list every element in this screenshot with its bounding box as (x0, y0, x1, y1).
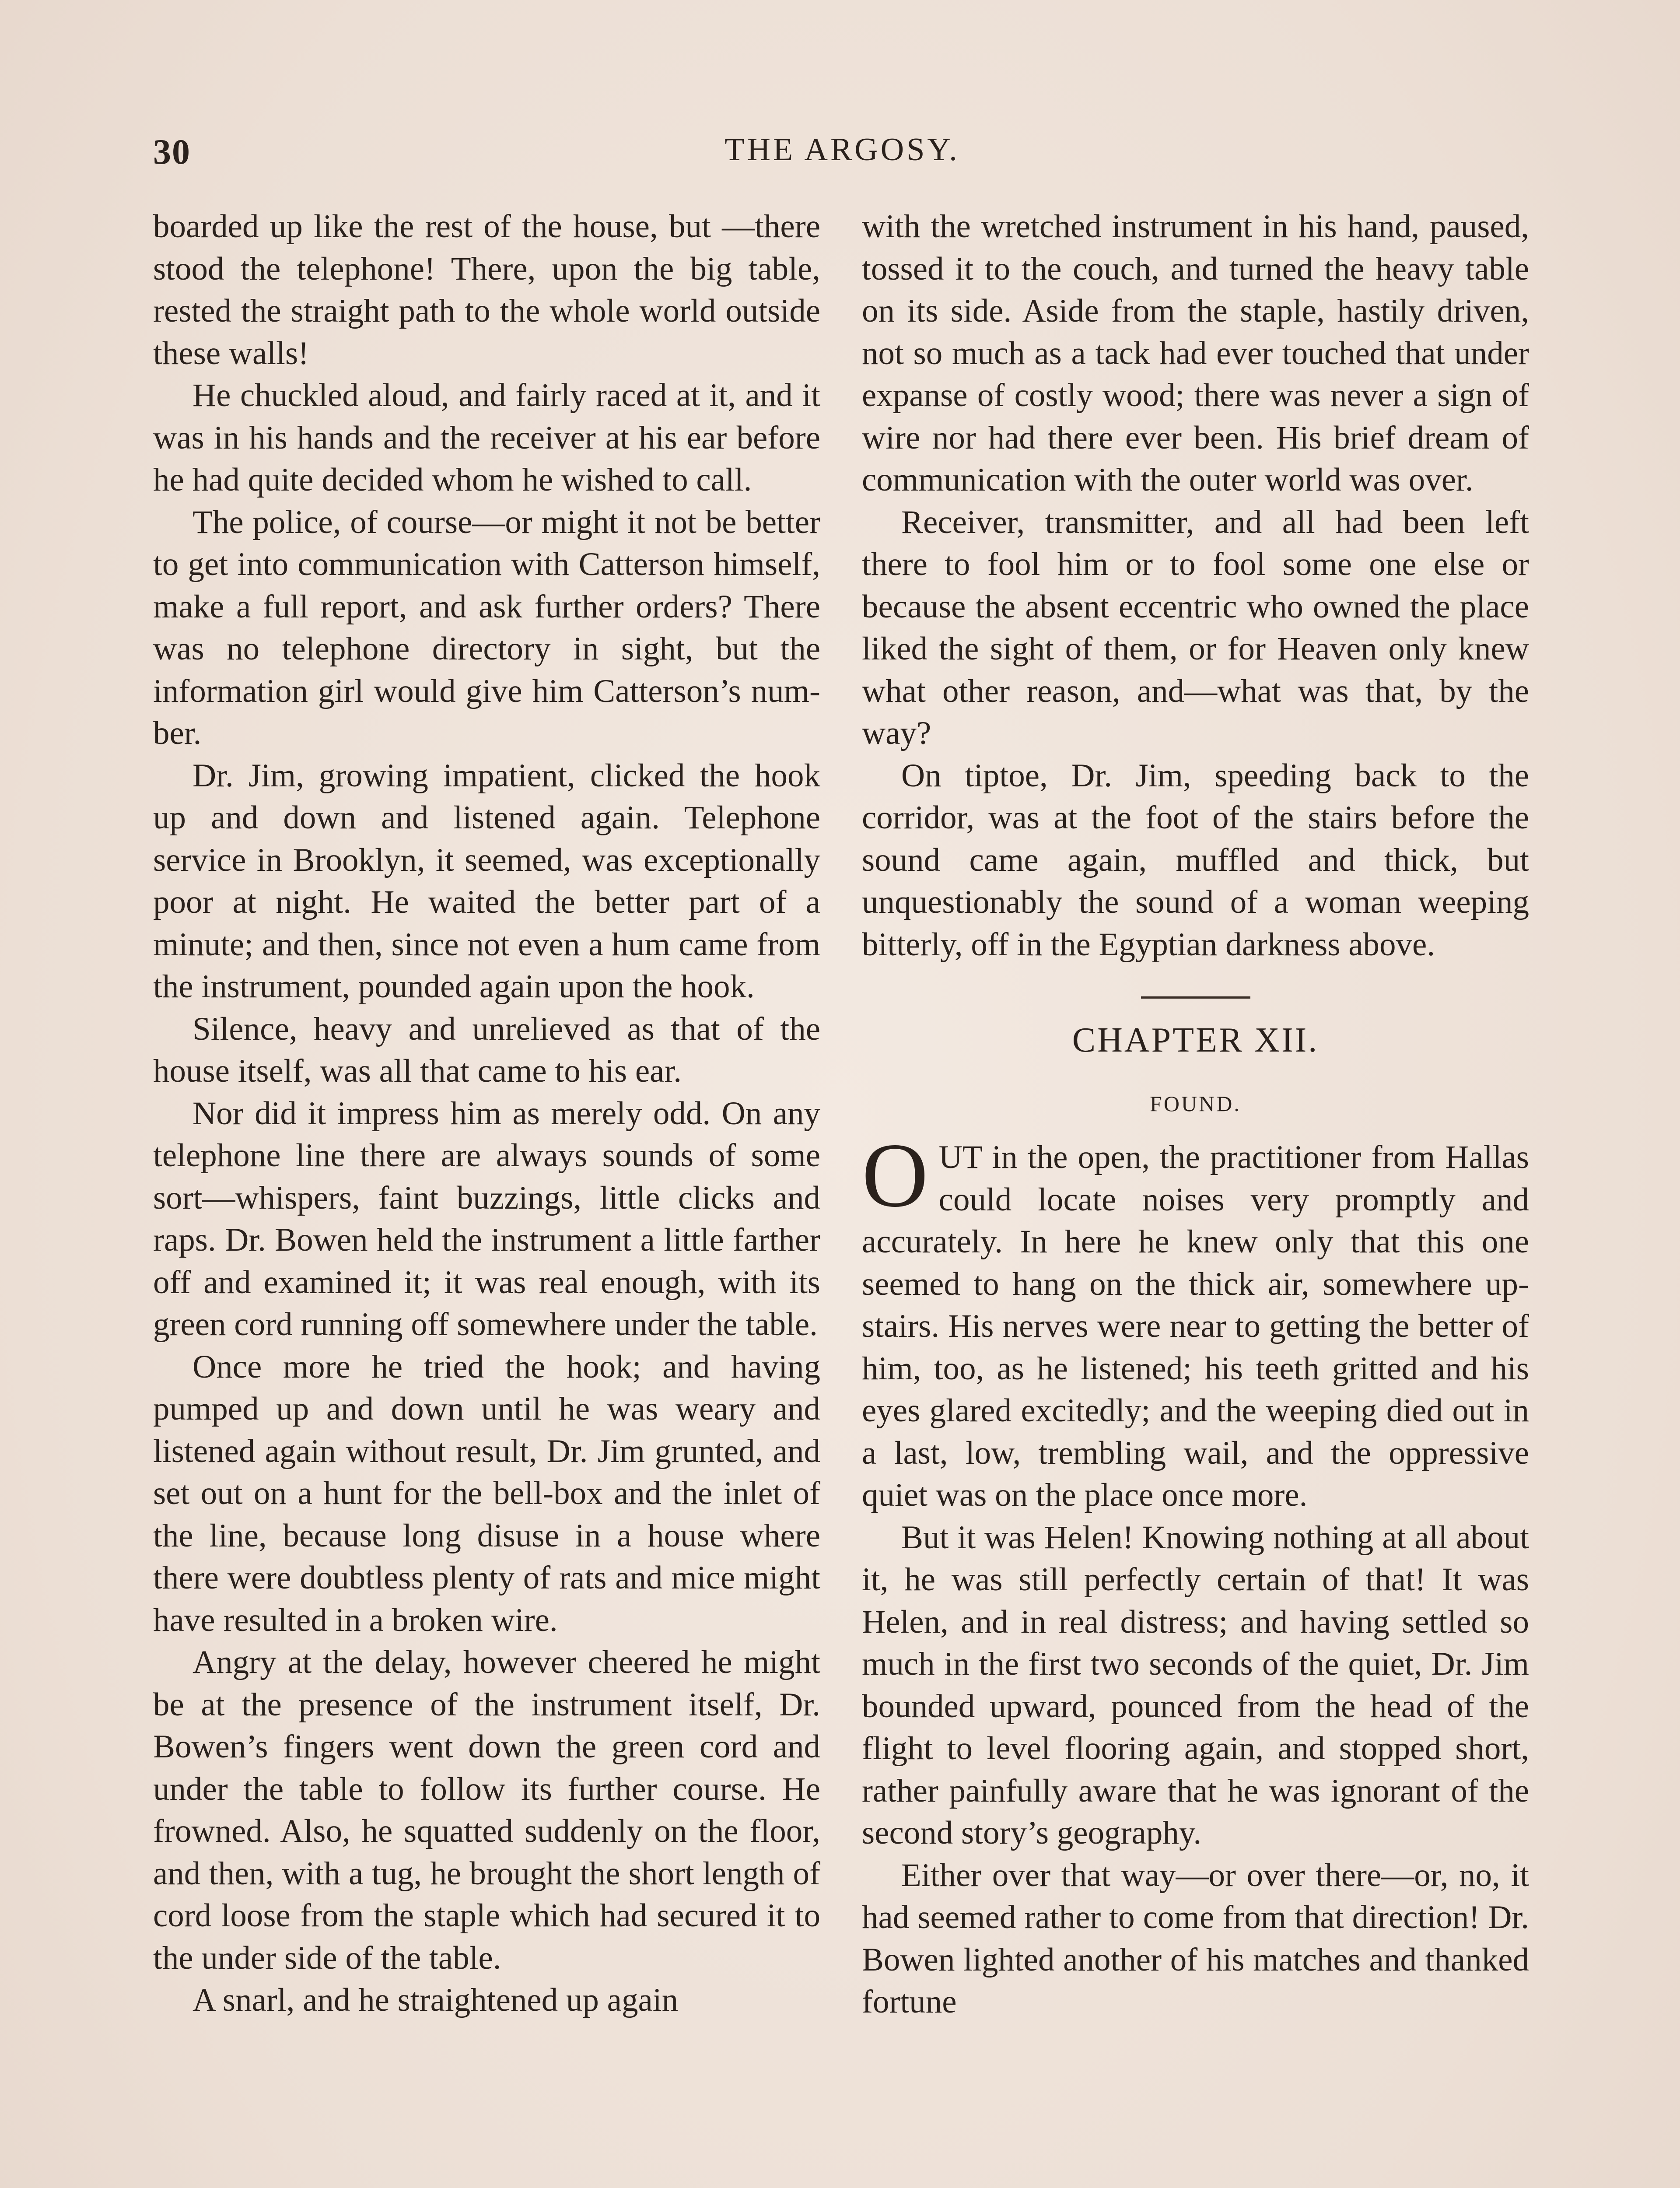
left-column (153, 206, 820, 2022)
paragraph: Once more he tried the hook; and having pumped up and down until he was weary and listened again without result, Dr. Jim grunted, and set out on a hunt for the bell-box and the inlet of the line, because long disuse in a house where there were doubtless plenty of rats and mice might have resulted in a broken wire. (153, 1348, 820, 1638)
paragraph: Dr. Jim, growing impatient, clicked the hook up and down and listened again. Telephone service in Brooklyn, it seemed, was exceptionally poor at night. He waited the better part of a minute; and then, since not even a hum came from the instrument, pounded again upon the hook. (153, 757, 820, 1005)
chapter-opening (862, 1125, 1529, 1517)
paragraph: A snarl, and he straightened up again (192, 1982, 679, 2018)
page-header (153, 131, 1531, 179)
chapter-subtitle: FOUND. (1150, 1091, 1241, 1116)
paragraph: Either over that way—or over there—or, no, it had seemed rather to come from that direction! Dr. Bowen lighted another of his matches and thanked fortune (862, 1857, 1529, 2020)
paragraph: He chuckled aloud, and fairly raced at it, and it was in his hands and the receiver at his ear before he had quite decided whom he wished to call. (153, 377, 820, 498)
paragraph: UT in the open, the practitioner from Hallas could locate noises very promptly and accurately. In here he knew only that this one seemed to hang on the thick air, somewhere up-stairs. His nerves were near to getting the better of him, too, as he listened; his teeth gritted and his eyes glared excitedly; and the weeping died out in a last, low, trembling wail, and the oppressive quiet was on the place once more. (862, 1139, 1529, 1513)
running-head: THE ARGOSY. (724, 132, 960, 168)
section-rule (1141, 996, 1250, 999)
paragraph: Receiver, transmitter, and all had been left there to fool him or to fool some one else or because the absent eccentric who owned the place liked the sight of them, or for Heaven only knew what other reason, and—what was that, by the way? (862, 504, 1529, 751)
paragraph: Angry at the delay, however cheered he might be at the presence of the instrument itself, Dr. Bowen’s fingers went down the green cord and under the table to follow its further course. He frowned. Also, he squatted suddenly on the floor, and then, with a tug, he brought the short length of cord loose from the staple which had secured it to the under side of the table. (153, 1644, 820, 1976)
chapter-title: CHAPTER XII. (1072, 1021, 1319, 1059)
paragraph: But it was Helen! Knowing nothing at all about it, he was still perfectly certain of that! It was Helen, and in real distress; and having settled so much in the first two seconds of the quiet, Dr. Jim bounded upward, pounced from the head of the flight to level flooring again, and stopped short, rather painfully aware that he was ignorant of the second story’s geography. (862, 1519, 1529, 1851)
page-number: 30 (153, 132, 191, 172)
paragraph: The police, of course—or might it not be better to get into communication with Catterson himself, make a full report, and ask further orders? There was no telephone directory in sight, but the information girl would give him Catterson’s number. (153, 504, 820, 751)
paragraph: Silence, heavy and unrelieved as that of the house itself, was all that came to his ear. (153, 1010, 820, 1089)
right-column (862, 206, 1529, 2023)
paragraph: Nor did it impress him as merely odd. On any telephone line there are always sounds of some sort—whispers, faint buzzings, little clicks and raps. Dr. Bowen held the instrument a little farther off and examined it; it was real enough, with its green cord running off somewhere under the table. (153, 1095, 820, 1343)
drop-cap: O (862, 1125, 928, 1226)
paragraph: On tiptoe, Dr. Jim, speeding back to the corridor, was at the foot of the stairs before the sound came again, muffled and thick, but unquestionably the sound of a woman weeping bitterly, off in the Egyptian darkness above. (862, 757, 1529, 963)
paragraph: boarded up like the rest of the house, but —there stood the telephone! There, upon the big table, rested the straight path to the whole world outside these walls! (153, 208, 820, 372)
paragraph: with the wretched instrument in his hand, paused, tossed it to the couch, and turned the heavy table on its side. Aside from the staple, hastily driven, not so much as a tack had ever touched that under expanse of costly wood; there was never a sign of wire nor had there ever been. His brief dream of communication with the outer world was over. (862, 208, 1529, 498)
